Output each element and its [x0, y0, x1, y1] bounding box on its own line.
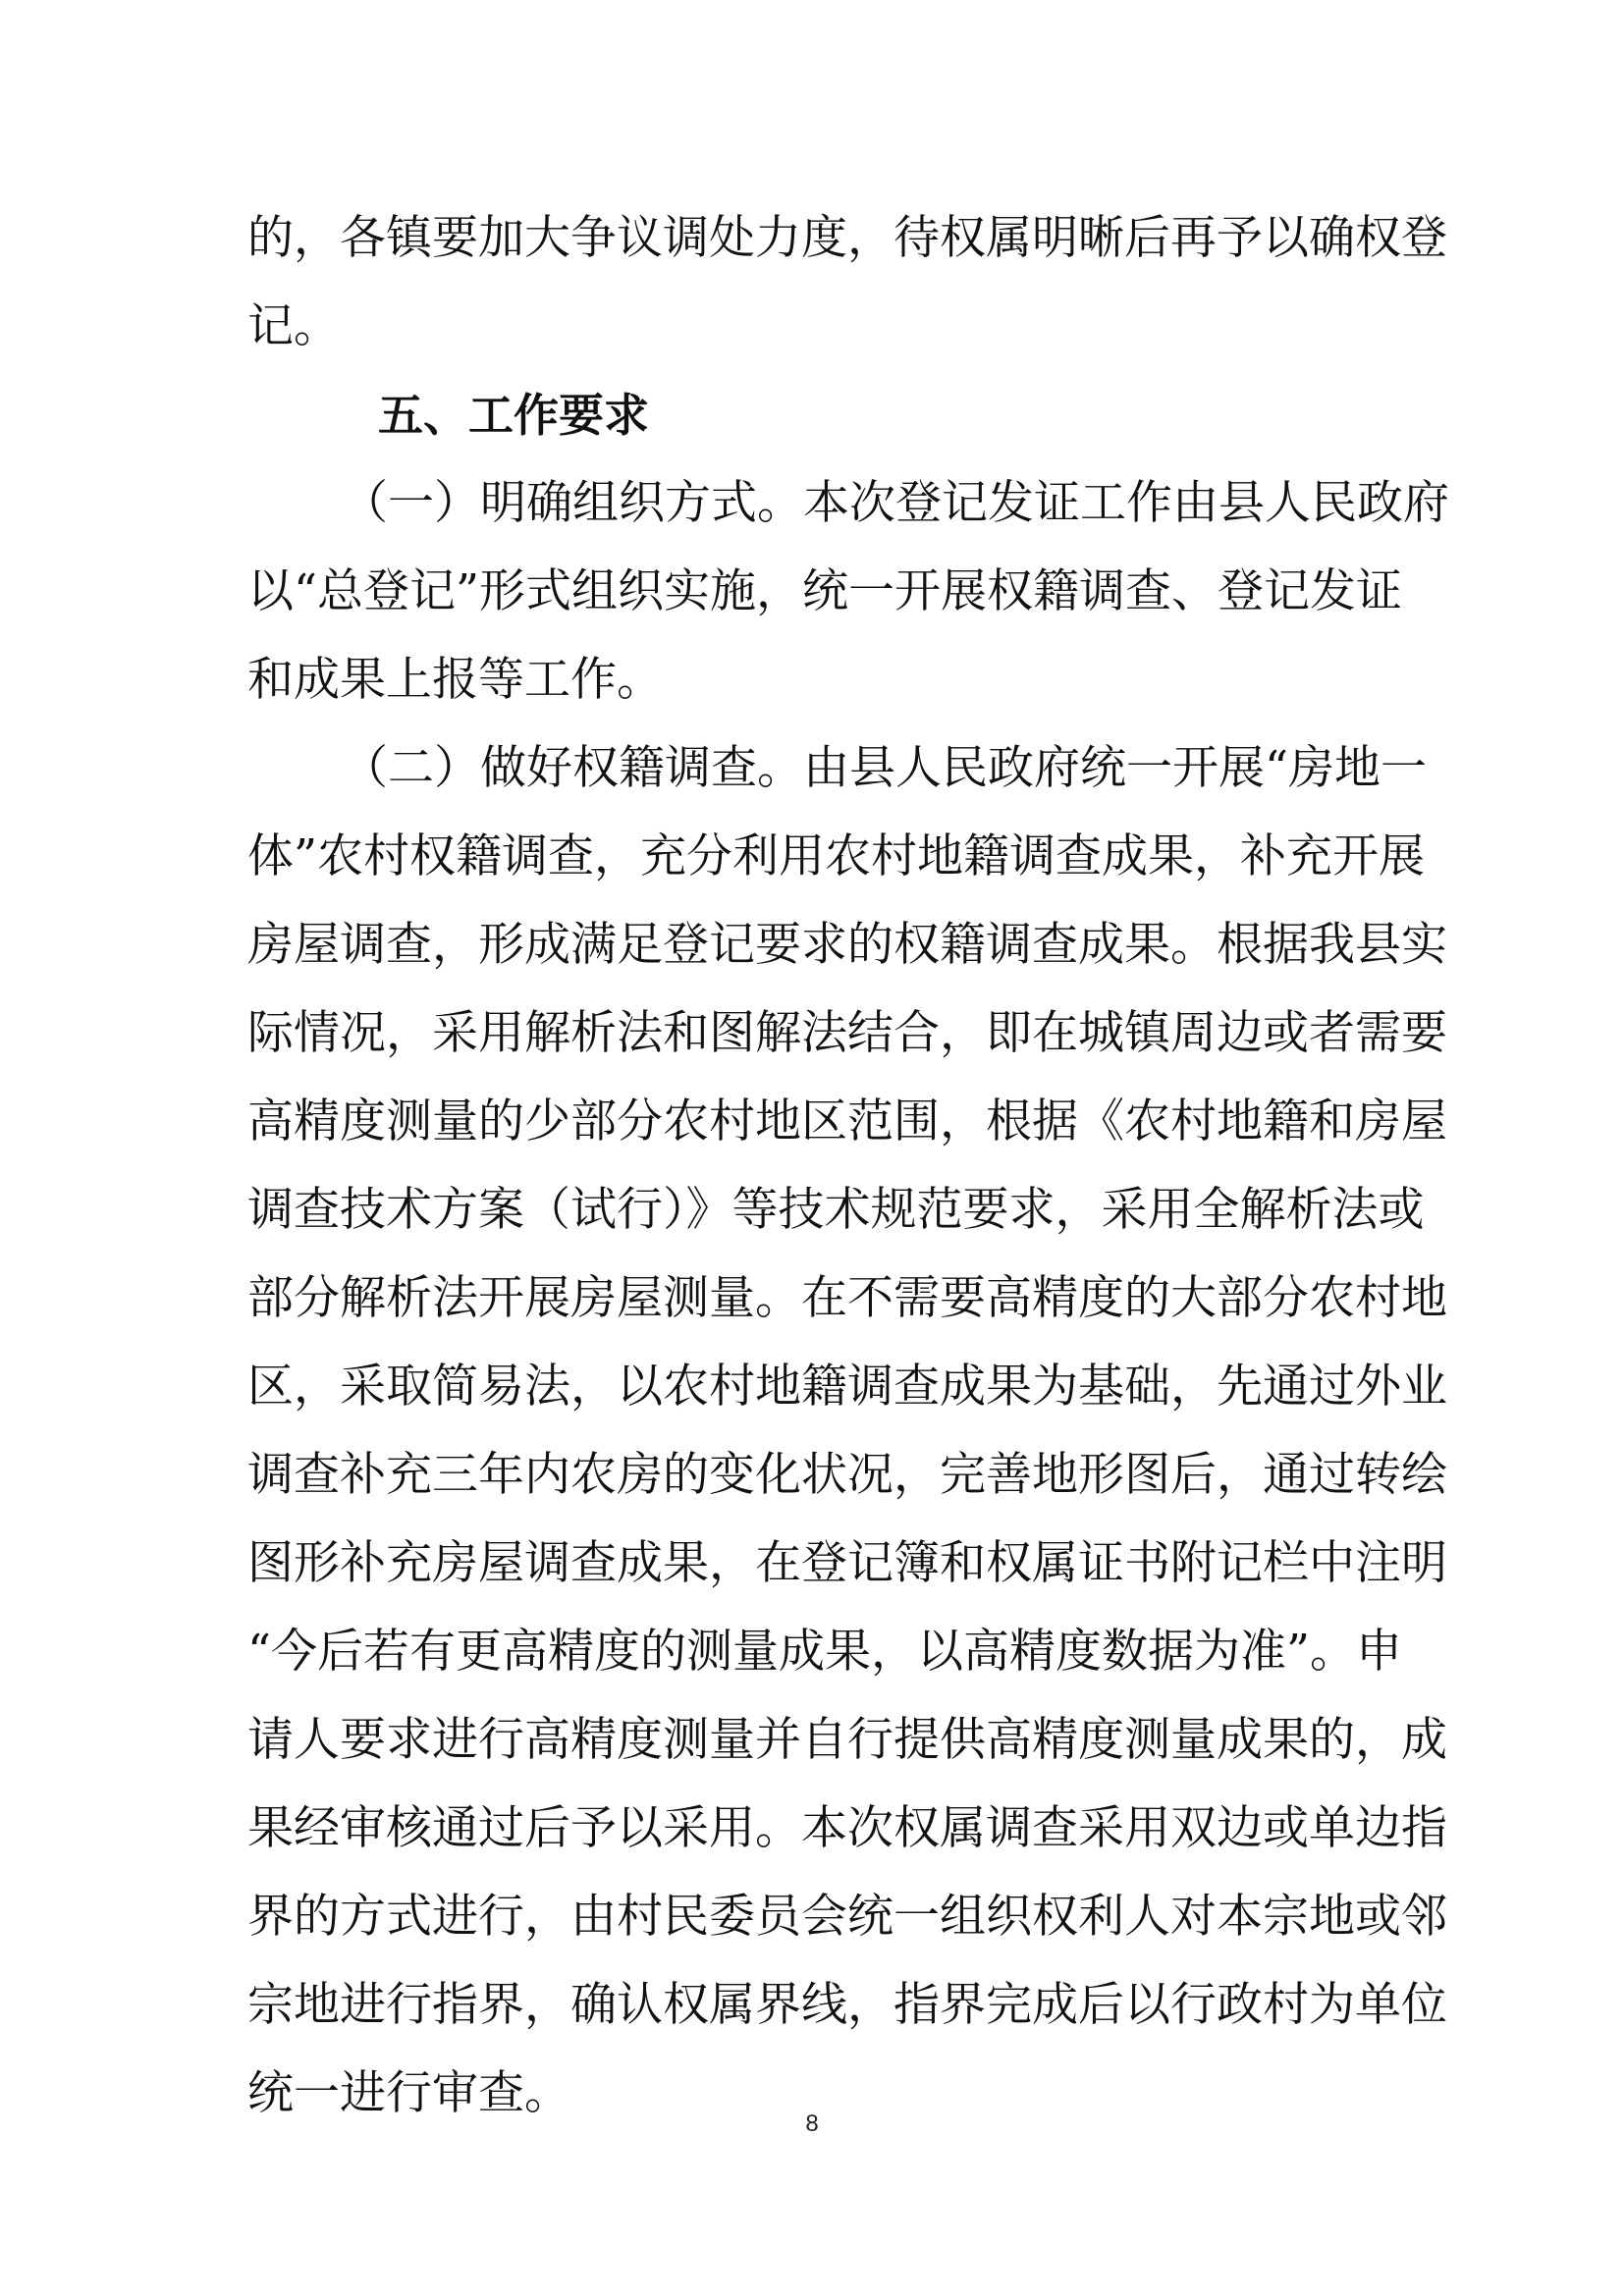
text-line: 以“总登记”形式组织实施，统一开展权籍调查、登记发证: [247, 564, 1403, 618]
text-line: “今后若有更高精度的测量成果，以高精度数据为准”。申: [247, 1625, 1403, 1679]
text-line: 部分解析法开展房屋测量。在不需要高精度的大部分农村地: [247, 1271, 1447, 1325]
text-line: （一）明确组织方式。本次登记发证工作由县人民政府: [342, 476, 1449, 530]
text-line: 界的方式进行，由村民委员会统一组织权利人对本宗地或邻: [247, 1890, 1447, 1944]
text-line: 区，采取简易法，以农村地籍调查成果为基础，先通过外业: [247, 1360, 1447, 1414]
text-line: 果经审核通过后予以采用。本次权属调查采用双边或单边指: [247, 1801, 1447, 1855]
text-line: 记。: [247, 299, 340, 353]
text-line: （二）做好权籍调查。由县人民政府统一开展“房地一: [342, 741, 1428, 795]
text-line: 际情况，采用解析法和图解法结合，即在城镇周边或者需要: [247, 1006, 1447, 1060]
text-line: 和成果上报等工作。: [247, 653, 663, 707]
text-line: 统一进行审查。: [247, 2066, 570, 2120]
page-number: 8: [805, 2110, 819, 2137]
text-line: 的，各镇要加大争议调处力度，待权属明晰后再予以确权登: [247, 211, 1447, 265]
text-line: 图形补充房屋调查成果，在登记簿和权属证书附记栏中注明: [247, 1536, 1447, 1590]
section-heading: 五、工作要求: [378, 389, 649, 442]
text-line: 宗地进行指界，确认权属界线，指界完成后以行政村为单位: [247, 1978, 1447, 2032]
text-line: 高精度测量的少部分农村地区范围，根据《农村地籍和房屋: [247, 1095, 1447, 1148]
text-line: 房屋调查，形成满足登记要求的权籍调查成果。根据我县实: [247, 918, 1447, 972]
text-line: 调查技术方案（试行）》等技术规范要求，采用全解析法或: [247, 1183, 1425, 1237]
text-line: 调查补充三年内农房的变化状况，完善地形图后，通过转绘: [247, 1448, 1447, 1502]
text-line: 体”农村权籍调查，充分利用农村地籍调查成果，补充开展: [247, 829, 1426, 883]
text-line: 请人要求进行高精度测量并自行提供高精度测量成果的，成: [247, 1713, 1447, 1767]
